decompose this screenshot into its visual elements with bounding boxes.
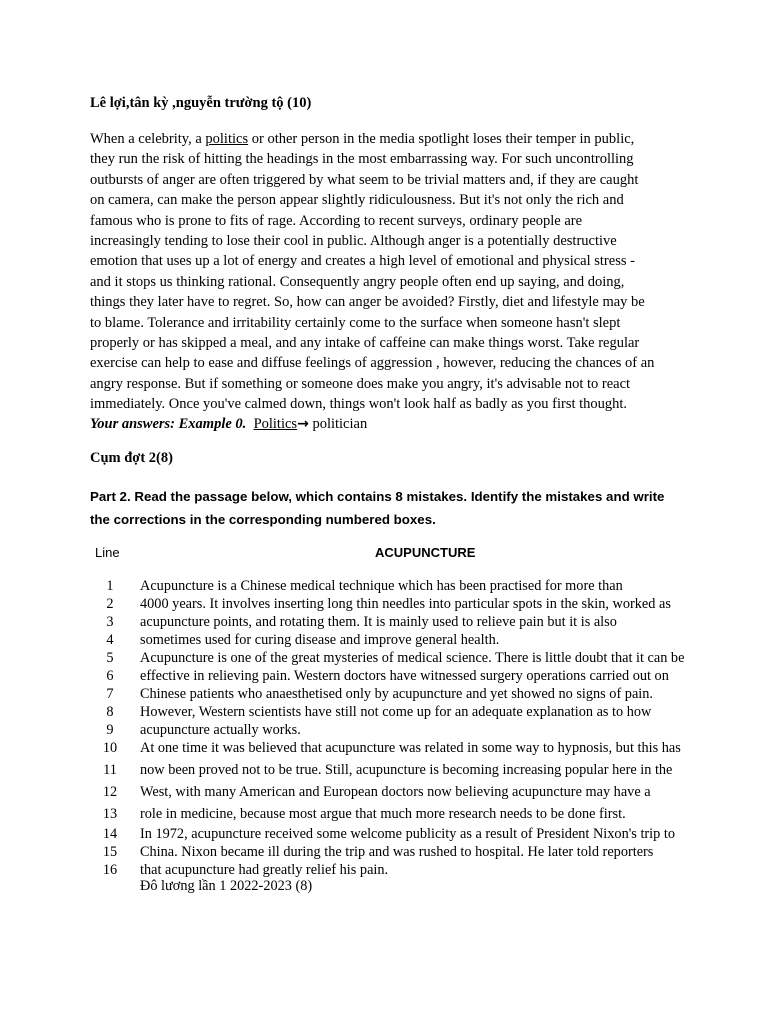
line-text: However, Western scientists have still not come up for an adequate explanation as to how: [140, 704, 652, 720]
line-text: sometimes used for curing disease and improve general health.: [140, 632, 500, 648]
line-text: acupuncture points, and rotating them. It is mainly used to relieve pain but it is also: [140, 614, 617, 630]
section1-paragraph: [90, 129, 690, 415]
passage-line: [0, 740, 768, 758]
paragraph-line: [90, 129, 690, 149]
passage-line: [0, 762, 768, 780]
line-text: now been proved not to be true. Still, acupuncture is becoming increasing popular here in the: [140, 762, 673, 778]
footer-source: Đô lương lần 1 2022-2023 (8): [140, 878, 313, 894]
paragraph-line: exercise can help to ease and diffuse feelings of aggression , however, reducing the chances of an: [90, 355, 655, 372]
arrow-icon: →: [297, 416, 309, 432]
passage-line: [0, 722, 768, 740]
line-number: 16: [102, 862, 118, 878]
passage-line: [0, 668, 768, 686]
line-text: Acupuncture is one of the great mysteries of medical science. There is little doubt that it can be: [140, 650, 685, 666]
line-column-header: Line: [95, 545, 120, 560]
line-number: 1: [106, 578, 114, 594]
passage-line: [0, 806, 768, 824]
passage-line: [0, 650, 768, 668]
line-number: 8: [106, 704, 114, 720]
passage-line: [0, 784, 768, 802]
paragraph-line: outbursts of anger are often triggered by what seem to be trivial matters and, if they are caught: [90, 171, 639, 188]
section1-heading: Lê lợi,tân kỳ ,nguyễn trường tộ (10): [90, 95, 312, 111]
line-number: 4: [106, 632, 114, 648]
line-text: effective in relieving pain. Western doctors have witnessed surgery operations carried out on: [140, 668, 669, 684]
line-text: acupuncture actually works.: [140, 722, 301, 738]
line-number: 11: [103, 762, 117, 778]
line-text: China. Nixon became ill during the trip and was rushed to hospital. He later told reporters: [140, 844, 654, 860]
paragraph-line: to blame. Tolerance and irritability certainly come to the surface when someone hasn't slept: [90, 314, 621, 331]
section2-heading: Cụm đợt 2(8): [90, 450, 173, 466]
paragraph-text: or other person in the media spotlight loses their temper in public,: [248, 131, 635, 147]
paragraph-line: famous who is prone to fits of rage. According to recent surveys, ordinary people are: [90, 212, 583, 229]
line-text: role in medicine, because most argue that much more research needs to be done first.: [140, 806, 626, 822]
answer-wrong-word: Politics: [253, 416, 298, 432]
paragraph-line: and it stops us thinking rational. Consequently angry people often end up saying, and doing,: [90, 273, 625, 290]
line-text: Acupuncture is a Chinese medical technique which has been practised for more than: [140, 578, 623, 594]
passage-line: [0, 614, 768, 632]
passage-line: [0, 704, 768, 722]
answer-label: Your answers: Example 0.: [90, 416, 247, 432]
passage-line: [0, 826, 768, 844]
line-number: 6: [106, 668, 114, 684]
line-text: 4000 years. It involves inserting long thin needles into particular spots in the skin, worked as: [140, 596, 671, 612]
line-text: Chinese patients who anaesthetised only by acupuncture and yet showed no signs of pain.: [140, 686, 653, 702]
paragraph-line: things they later have to regret. So, how can anger be avoided? Firstly, diet and lifestyle may be: [90, 294, 645, 311]
line-text: West, with many American and European doctors now believing acupuncture may have a: [140, 784, 651, 800]
line-text: that acupuncture had greatly relief his pain.: [140, 862, 389, 878]
paragraph-line: on camera, can make the person appear slightly ridiculousness. But it's not only the rich and: [90, 192, 624, 209]
line-number: 7: [106, 686, 114, 702]
paragraph-line: angry response. But if something or someone does make you angry, it's advisable not to react: [90, 375, 631, 392]
line-number: 13: [102, 806, 118, 822]
instruction-line: Part 2. Read the passage below, which contains 8 mistakes. Identify the mistakes and write: [90, 489, 665, 504]
paragraph-text: When a celebrity, a: [90, 131, 206, 147]
line-number: 10: [102, 740, 118, 756]
paragraph-line: properly or has skipped a meal, and any intake of caffeine can make things worst. Take regular: [90, 335, 640, 352]
instruction-line: the corrections in the corresponding numbered boxes.: [90, 512, 436, 527]
answer-example: [90, 416, 367, 433]
paragraph-line: they run the risk of hitting the headings in the most embarrassing way. For such uncontrolling: [90, 151, 634, 168]
passage-line: [0, 686, 768, 704]
line-number: 15: [102, 844, 118, 860]
line-text: In 1972, acupuncture received some welcome publicity as a result of President Nixon's trip to: [140, 826, 675, 842]
passage-title: ACUPUNCTURE: [375, 545, 476, 560]
line-text: At one time it was believed that acupuncture was related in some way to hypnosis, but this has: [140, 740, 681, 756]
underlined-mistake: politics: [205, 131, 249, 147]
line-number: 14: [102, 826, 118, 842]
passage-line: [0, 632, 768, 650]
passage-line: [0, 596, 768, 614]
passage-line: [0, 862, 768, 880]
passage-line: [0, 844, 768, 862]
line-number: 9: [106, 722, 114, 738]
line-number: 5: [106, 650, 114, 666]
instructions: [90, 485, 710, 531]
line-number: 12: [102, 784, 118, 800]
line-number: 3: [106, 614, 114, 630]
paragraph-line: emotion that uses up a lot of energy and creates a high level of emotional and physical stress -: [90, 253, 635, 270]
answer-correct-word: politician: [308, 416, 368, 432]
paragraph-line: immediately. Once you've calmed down, things won't look half as badly as you first thought.: [90, 396, 628, 413]
paragraph-line: increasingly tending to lose their cool in public. Although anger is a potentially destructive: [90, 233, 617, 250]
line-number: 2: [106, 596, 114, 612]
passage-line: [0, 578, 768, 596]
